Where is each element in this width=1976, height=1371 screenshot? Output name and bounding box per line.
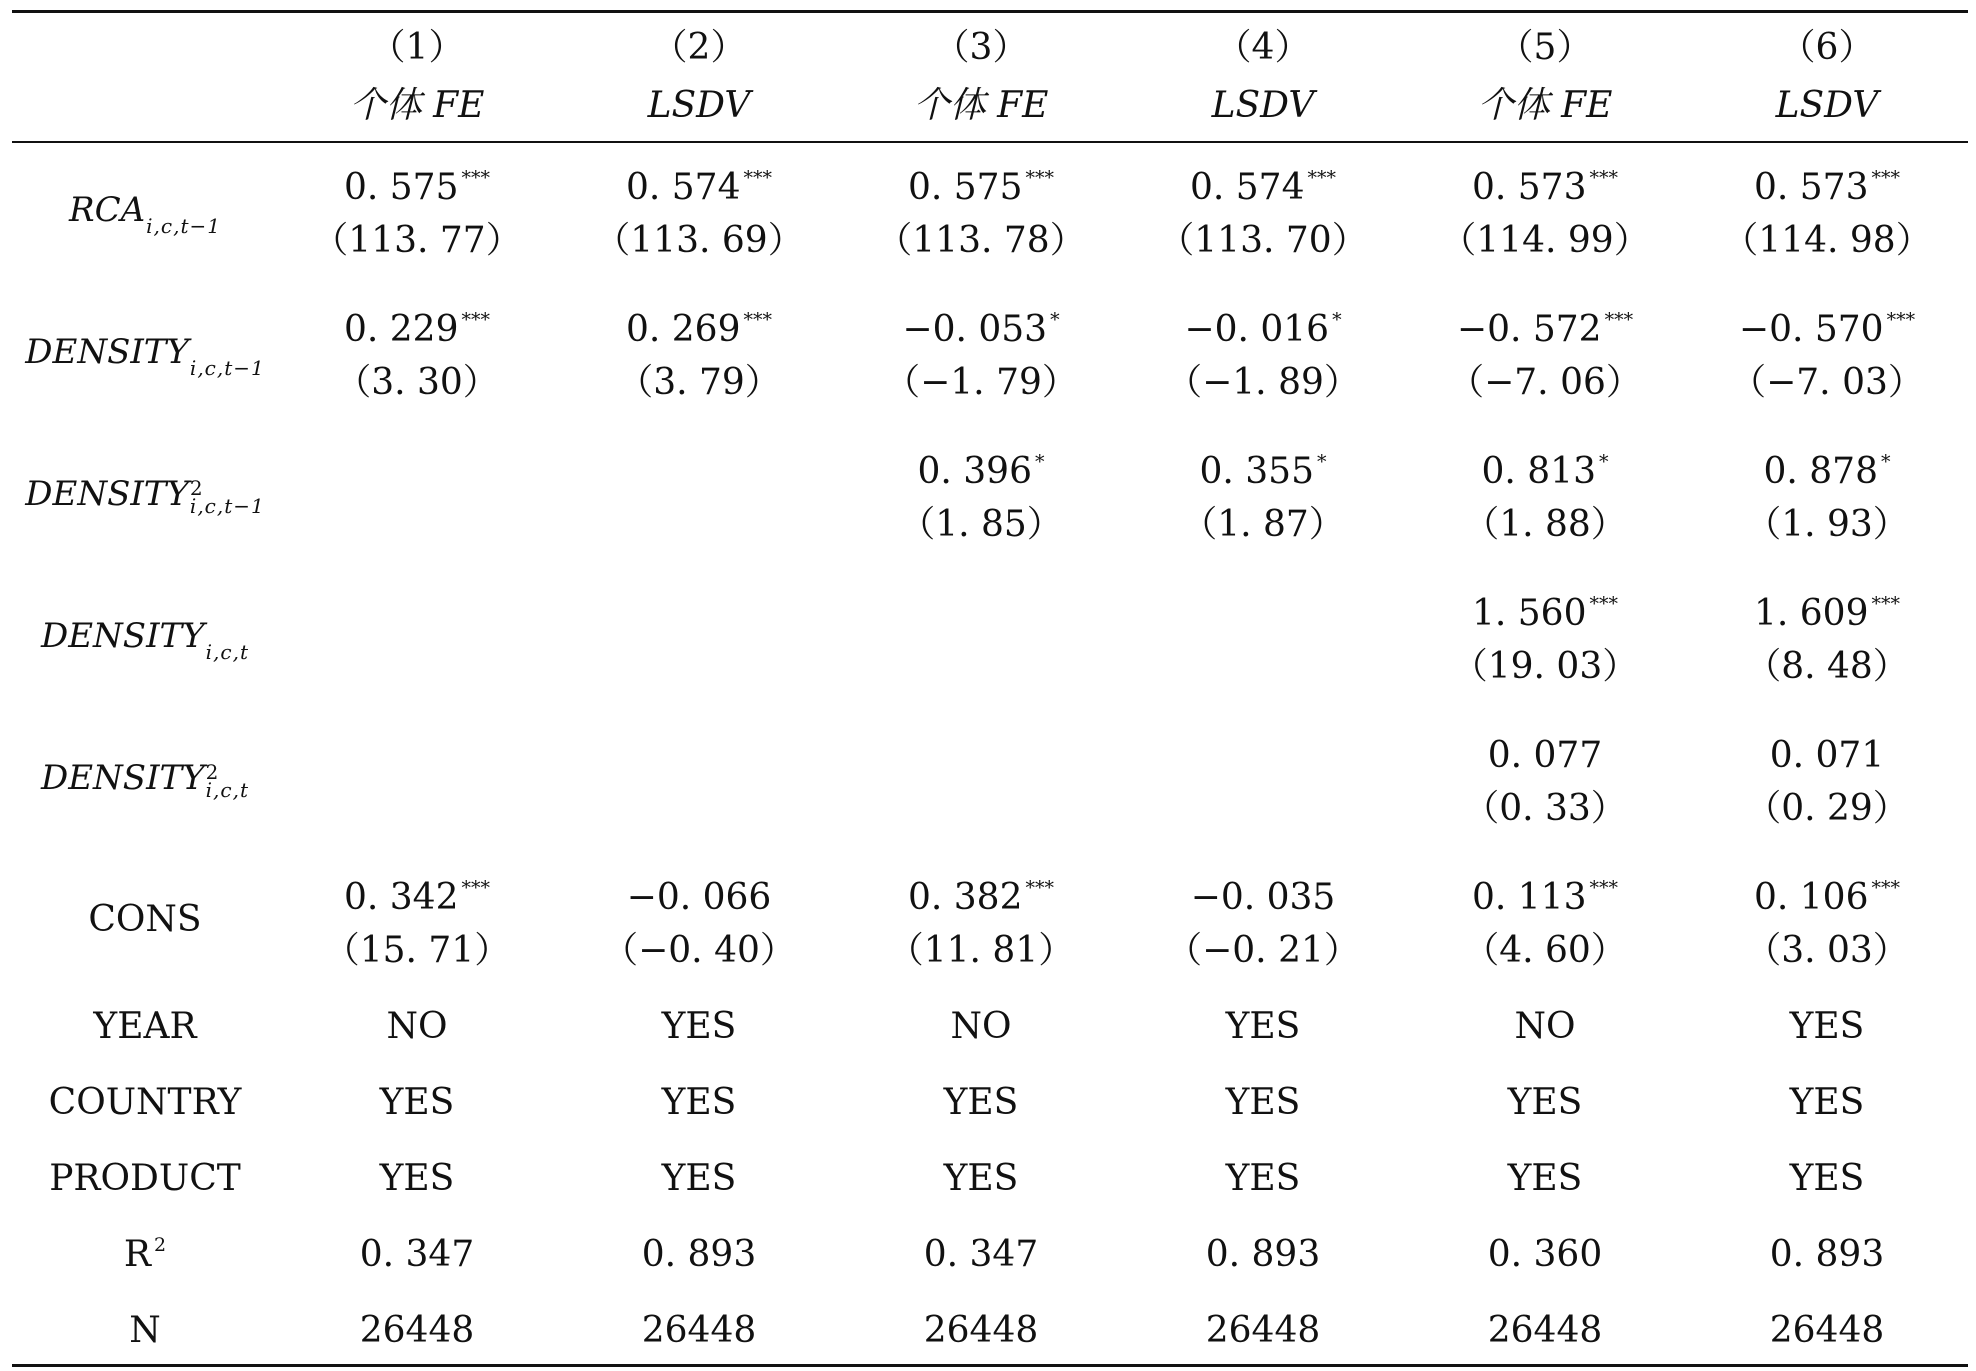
product-value-cell: YES xyxy=(1225,1158,1301,1199)
r2-value-cell: 0. 893 xyxy=(1769,1234,1885,1275)
row-label-n-text: N xyxy=(129,1310,161,1351)
row-label-density-subscript: i,c,t xyxy=(205,640,250,664)
r2-value-cell: 0. 893 xyxy=(1205,1234,1321,1275)
year-value-cell: NO xyxy=(386,1006,448,1047)
t-stat-cell: （−7. 06） xyxy=(1448,362,1642,403)
row-label-density-lag-main: DENSITY xyxy=(25,332,189,372)
coef-cell xyxy=(276,310,558,350)
row-label-density-sq xyxy=(10,758,280,806)
significance-stars: * xyxy=(1050,309,1060,331)
t-stat-cell: （8. 48） xyxy=(1745,646,1909,687)
product-value-cell: YES xyxy=(1789,1158,1865,1199)
row-label-density-sq-lag-subscript: i,c,t−1 xyxy=(189,494,265,518)
coef-value: 0. 574 xyxy=(625,167,741,208)
column-number-2: （2） xyxy=(651,27,747,68)
r2-value-cell: 0. 347 xyxy=(923,1234,1039,1275)
column-number-1: （1） xyxy=(369,27,465,68)
row-label-year-text: YEAR xyxy=(93,1006,197,1047)
coef-cell xyxy=(1122,878,1404,918)
significance-stars: *** xyxy=(1589,877,1618,899)
coef-cell xyxy=(276,878,558,918)
coef-value: 0. 396 xyxy=(917,451,1032,492)
significance-stars: *** xyxy=(1025,167,1054,189)
row-label-density-sq-lag-main: DENSITY xyxy=(25,474,189,514)
coef-cell xyxy=(1404,452,1686,492)
significance-stars: *** xyxy=(461,167,490,189)
t-stat-cell: （0. 33） xyxy=(1463,788,1627,829)
row-label-n xyxy=(10,1311,280,1359)
significance-stars: *** xyxy=(1589,167,1618,189)
significance-stars: *** xyxy=(1307,167,1336,189)
country-value-cell: YES xyxy=(661,1082,737,1123)
coef-cell xyxy=(1686,310,1968,350)
coef-cell xyxy=(840,310,1122,350)
row-label-r2 xyxy=(10,1235,280,1283)
row-label-cons-text: CONS xyxy=(88,899,202,940)
coef-cell xyxy=(558,168,840,208)
country-value-cell: YES xyxy=(1789,1082,1865,1123)
row-label-density-lag-subscript: i,c,t−1 xyxy=(189,356,265,380)
column-number-3: （3） xyxy=(933,27,1029,68)
row-label-density-sq-main: DENSITY xyxy=(40,758,205,798)
row-label-density-sq-subscript: i,c,t xyxy=(205,778,250,802)
coef-cell xyxy=(1404,878,1686,918)
coef-value: 1. 560 xyxy=(1471,593,1587,634)
product-value-cell: YES xyxy=(1507,1158,1583,1199)
coef-value: 0. 342 xyxy=(343,877,459,918)
t-stat-cell: （−1. 89） xyxy=(1166,362,1360,403)
t-stat-cell: （1. 87） xyxy=(1181,504,1345,545)
column-number-5: （5） xyxy=(1497,27,1593,68)
n-value-cell: 26448 xyxy=(923,1310,1039,1351)
coef-value: 0. 573 xyxy=(1471,167,1587,208)
significance-stars: *** xyxy=(743,309,772,331)
n-value-cell: 26448 xyxy=(641,1310,757,1351)
coef-cell xyxy=(558,310,840,350)
column-model-3: 个体 FE xyxy=(913,85,1049,126)
country-value-cell: YES xyxy=(379,1082,455,1123)
product-value-cell: YES xyxy=(661,1158,737,1199)
row-label-density xyxy=(10,616,280,664)
coef-cell xyxy=(1686,878,1968,918)
column-number-6: （6） xyxy=(1779,27,1875,68)
coef-value: 0. 878 xyxy=(1763,451,1878,492)
t-stat-cell: （1. 88） xyxy=(1463,504,1627,545)
row-label-year xyxy=(10,1007,280,1055)
coef-value: 0. 106 xyxy=(1753,877,1869,918)
significance-stars: *** xyxy=(1886,309,1916,331)
t-stat-cell: （113. 77） xyxy=(312,220,522,261)
country-value-cell: YES xyxy=(1225,1082,1301,1123)
t-stat-cell: （−7. 03） xyxy=(1730,362,1924,403)
row-label-density-sq-lag xyxy=(10,474,280,522)
coef-cell xyxy=(558,878,840,918)
column-number-4: （4） xyxy=(1215,27,1311,68)
coef-value: 0. 813 xyxy=(1481,451,1596,492)
significance-stars: *** xyxy=(1871,593,1900,615)
coef-value: 0. 229 xyxy=(343,309,459,350)
column-model-1: 个体 FE xyxy=(349,85,485,126)
significance-stars: *** xyxy=(743,167,772,189)
table-bottom-rule xyxy=(12,1364,1968,1367)
coef-value: −0. 016 xyxy=(1184,309,1330,350)
row-label-rca xyxy=(10,190,280,238)
significance-stars: *** xyxy=(461,309,490,331)
r2-value-cell: 0. 347 xyxy=(359,1234,475,1275)
row-label-product-text: PRODUCT xyxy=(49,1158,241,1199)
row-label-r2-superscript: 2 xyxy=(154,1234,167,1256)
r2-value-cell: 0. 360 xyxy=(1487,1234,1603,1275)
row-label-density-lag xyxy=(10,332,280,380)
coef-value: 0. 575 xyxy=(343,167,459,208)
significance-stars: *** xyxy=(1025,877,1054,899)
coef-cell xyxy=(1404,736,1686,776)
coef-value: 0. 573 xyxy=(1753,167,1869,208)
table-header-rule xyxy=(12,141,1968,143)
significance-stars: *** xyxy=(1871,167,1900,189)
t-stat-cell: （113. 69） xyxy=(594,220,804,261)
row-label-country xyxy=(10,1083,280,1131)
coef-value: 0. 382 xyxy=(907,877,1023,918)
significance-stars: *** xyxy=(461,877,490,899)
t-stat-cell: （0. 29） xyxy=(1745,788,1909,829)
t-stat-cell: （114. 98） xyxy=(1722,220,1932,261)
column-model-6: LSDV xyxy=(1775,85,1879,126)
n-value-cell: 26448 xyxy=(1205,1310,1321,1351)
coef-cell xyxy=(840,452,1122,492)
n-value-cell: 26448 xyxy=(1487,1310,1603,1351)
country-value-cell: YES xyxy=(943,1082,1019,1123)
t-stat-cell: （114. 99） xyxy=(1440,220,1650,261)
row-label-product xyxy=(10,1159,280,1207)
t-stat-cell: （3. 79） xyxy=(617,362,781,403)
row-label-r2-text: R xyxy=(123,1234,151,1275)
product-value-cell: YES xyxy=(943,1158,1019,1199)
year-value-cell: YES xyxy=(661,1006,737,1047)
significance-stars: * xyxy=(1317,451,1327,473)
column-model-2: LSDV xyxy=(647,85,751,126)
table-top-rule xyxy=(12,10,1968,13)
significance-stars: *** xyxy=(1871,877,1900,899)
coef-cell xyxy=(1404,310,1686,350)
coef-value: −0. 570 xyxy=(1738,309,1884,350)
significance-stars: * xyxy=(1881,451,1891,473)
coef-value: 1. 609 xyxy=(1753,593,1869,634)
row-label-cons xyxy=(10,900,280,948)
year-value-cell: YES xyxy=(1225,1006,1301,1047)
significance-stars: *** xyxy=(1589,593,1618,615)
significance-stars: * xyxy=(1035,451,1045,473)
year-value-cell: NO xyxy=(1514,1006,1576,1047)
coef-value: −0. 572 xyxy=(1456,309,1602,350)
year-value-cell: YES xyxy=(1789,1006,1865,1047)
coef-cell xyxy=(1404,594,1686,634)
coef-cell xyxy=(1122,452,1404,492)
coef-value: 0. 574 xyxy=(1189,167,1305,208)
coef-cell xyxy=(840,878,1122,918)
coef-cell xyxy=(1686,736,1968,776)
row-label-density-sq-superscript: 2 xyxy=(205,760,220,784)
n-value-cell: 26448 xyxy=(359,1310,475,1351)
significance-stars: *** xyxy=(1604,309,1634,331)
coef-value: 0. 077 xyxy=(1487,735,1603,776)
coef-value: 0. 071 xyxy=(1769,735,1885,776)
coef-cell xyxy=(1686,594,1968,634)
t-stat-cell: （3. 30） xyxy=(335,362,499,403)
row-label-density-main: DENSITY xyxy=(40,616,205,656)
row-label-rca-main: RCA xyxy=(68,190,146,230)
country-value-cell: YES xyxy=(1507,1082,1583,1123)
column-model-5: 个体 FE xyxy=(1477,85,1613,126)
t-stat-cell: （1. 85） xyxy=(899,504,1063,545)
coef-value: −0. 066 xyxy=(626,877,772,918)
coef-cell xyxy=(1122,310,1404,350)
t-stat-cell: （15. 71） xyxy=(323,930,511,971)
coef-value: 0. 113 xyxy=(1471,877,1587,918)
coef-cell xyxy=(1686,452,1968,492)
n-value-cell: 26448 xyxy=(1769,1310,1885,1351)
t-stat-cell: （−0. 21） xyxy=(1166,930,1360,971)
row-label-rca-subscript: i,c,t−1 xyxy=(146,214,221,238)
significance-stars: * xyxy=(1332,309,1342,331)
coef-cell xyxy=(1404,168,1686,208)
product-value-cell: YES xyxy=(379,1158,455,1199)
coef-value: 0. 269 xyxy=(625,309,741,350)
t-stat-cell: （113. 78） xyxy=(876,220,1086,261)
coef-value: −0. 053 xyxy=(902,309,1048,350)
coef-cell xyxy=(1686,168,1968,208)
coef-value: 0. 575 xyxy=(907,167,1023,208)
column-model-4: LSDV xyxy=(1211,85,1315,126)
coef-value: −0. 035 xyxy=(1190,877,1336,918)
t-stat-cell: （−0. 40） xyxy=(602,930,796,971)
t-stat-cell: （−1. 79） xyxy=(884,362,1078,403)
significance-stars: * xyxy=(1599,451,1609,473)
t-stat-cell: （19. 03） xyxy=(1451,646,1639,687)
t-stat-cell: （11. 81） xyxy=(887,930,1075,971)
coef-cell xyxy=(1122,168,1404,208)
coef-cell xyxy=(840,168,1122,208)
coef-value: 0. 355 xyxy=(1199,451,1314,492)
row-label-country-text: COUNTRY xyxy=(48,1082,242,1123)
year-value-cell: NO xyxy=(950,1006,1012,1047)
t-stat-cell: （4. 60） xyxy=(1463,930,1627,971)
r2-value-cell: 0. 893 xyxy=(641,1234,757,1275)
t-stat-cell: （3. 03） xyxy=(1745,930,1909,971)
t-stat-cell: （1. 93） xyxy=(1745,504,1909,545)
t-stat-cell: （113. 70） xyxy=(1158,220,1368,261)
coef-cell xyxy=(276,168,558,208)
row-label-density-sq-lag-superscript: 2 xyxy=(189,476,204,500)
